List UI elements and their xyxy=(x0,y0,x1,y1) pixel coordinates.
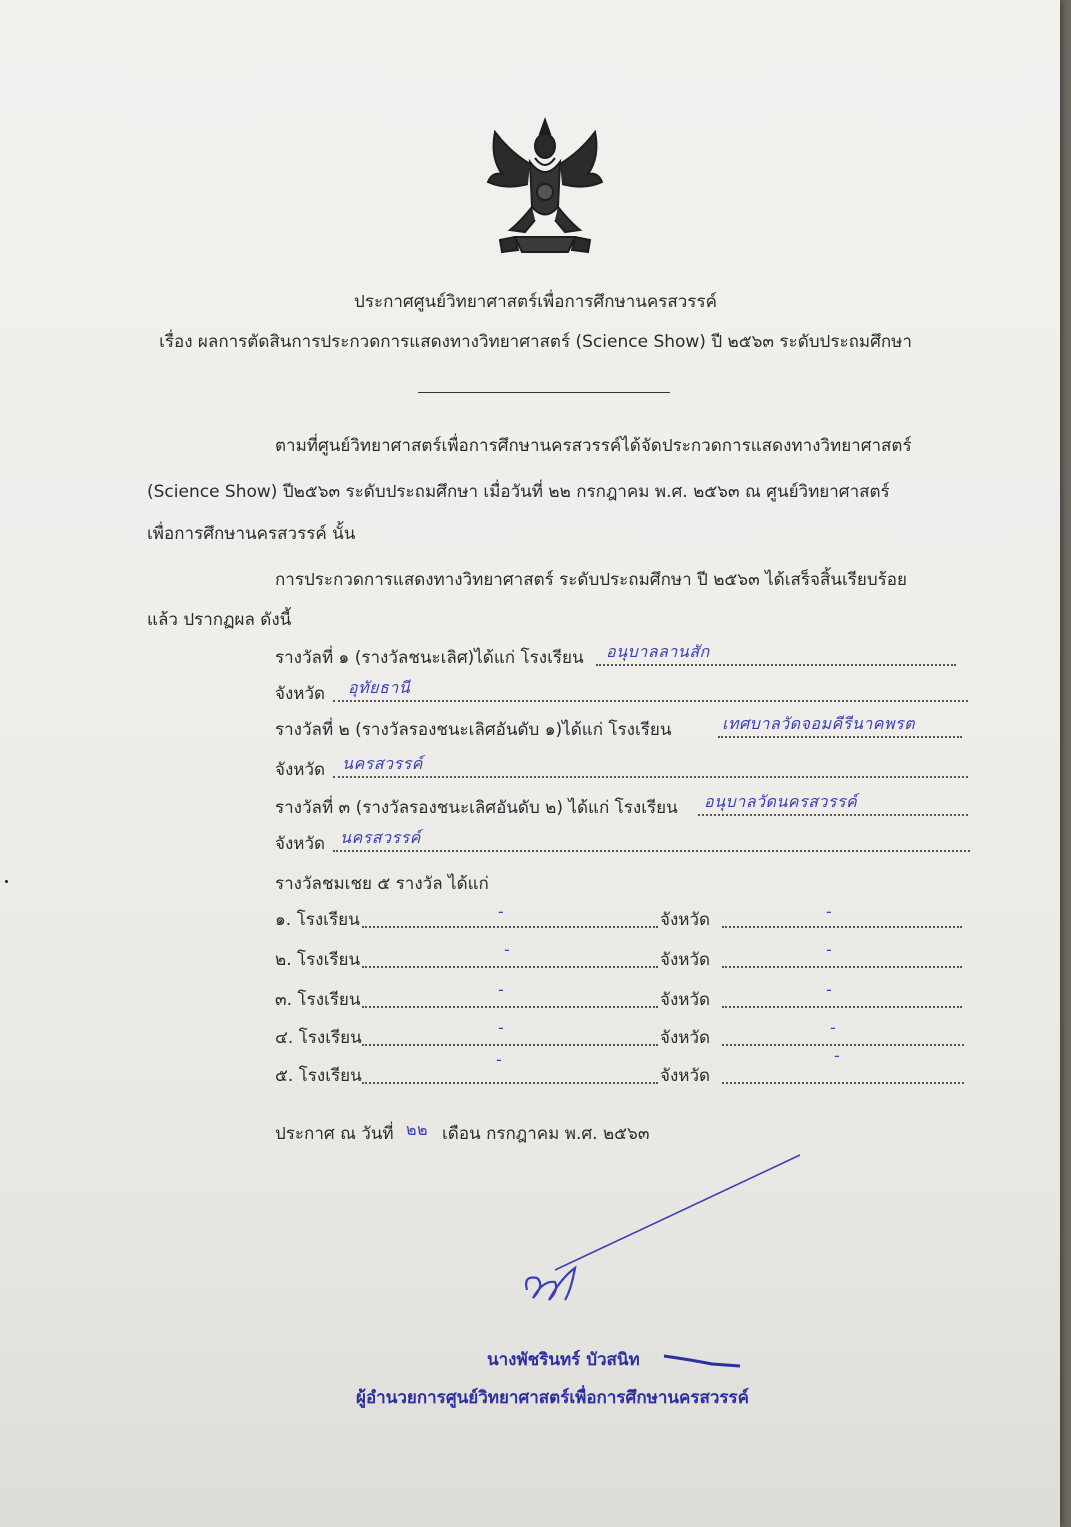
third-province-dotted-line xyxy=(333,850,970,852)
honorable-row-4-label: ๔. โรงเรียน xyxy=(275,1028,362,1048)
paragraph-1-line-2: (Science Show) ปี๒๕๖๓ ระดับประถมศึกษา เมื่อวันที่ ๒๒ กรกฎาคม พ.ศ. ๒๕๖๓ ณ ศูนย์วิทยาศาสตร์ xyxy=(147,482,890,502)
honorable-row-5-school-mark: - xyxy=(496,1050,502,1069)
paragraph-2-line-2: แล้ว ปรากฏผล ดังนี้ xyxy=(147,610,292,630)
second-school-handwritten: เทศบาลวัดจอมคีรีนาคพรต xyxy=(722,714,915,733)
honorable-row-5-province-line xyxy=(722,1082,964,1084)
third-province-handwritten: นครสวรรค์ xyxy=(340,828,421,847)
honorable-row-2-school-mark: - xyxy=(504,940,510,959)
first-province-label: จังหวัด xyxy=(275,684,326,704)
honorable-row-1-province-label: จังหวัด xyxy=(660,910,711,930)
honorable-row-3-province-label: จังหวัด xyxy=(660,990,711,1010)
honorable-row-4-school-mark: - xyxy=(498,1018,504,1037)
announcement-subject: เรื่อง ผลการตัดสินการประกวดการแสดงทางวิทยาศาสตร์ (Science Show) ปี ๒๕๖๓ ระดับประถมศึกษา xyxy=(159,332,912,352)
second-award-label: รางวัลที่ ๒ (รางวัลรองชนะเลิศอันดับ ๑)ได้แก่ โรงเรียน xyxy=(275,720,672,740)
signer-name: นางพัชรินทร์ บัวสนิท xyxy=(487,1350,640,1370)
third-province-label: จังหวัด xyxy=(275,834,326,854)
second-province-label: จังหวัด xyxy=(275,760,326,780)
honorable-row-3-school-line xyxy=(362,1006,658,1008)
honorable-row-1-province-mark: - xyxy=(826,902,832,921)
honorable-row-5-province-mark: - xyxy=(834,1046,840,1065)
honorable-row-2-province-mark: - xyxy=(826,940,832,959)
second-province-dotted-line xyxy=(333,776,968,778)
third-school-handwritten: อนุบาลวัดนครสวรรค์ xyxy=(704,792,858,811)
header-divider xyxy=(418,392,670,393)
paragraph-1-line-3: เพื่อการศึกษานครสวรรค์ นั้น xyxy=(147,524,356,544)
first-school-handwritten: อนุบาลลานสัก xyxy=(606,642,710,661)
honorable-row-2-label: ๒. โรงเรียน xyxy=(275,950,361,970)
honorable-row-4-province-label: จังหวัด xyxy=(660,1028,711,1048)
paragraph-1-line-1: ตามที่ศูนย์วิทยาศาสตร์เพื่อการศึกษานครสวรรค์ได้จัดประกวดการแสดงทางวิทยาศาสตร์ xyxy=(275,436,912,456)
first-province-dotted-line xyxy=(333,700,968,702)
honorable-row-1-label: ๑. โรงเรียน xyxy=(275,910,360,930)
honorable-row-2-school-line xyxy=(362,966,658,968)
honorable-row-3-province-mark: - xyxy=(826,980,832,999)
first-award-label: รางวัลที่ ๑ (รางวัลชนะเลิศ)ได้แก่ โรงเรียน xyxy=(275,648,584,668)
honorable-row-3-province-line xyxy=(722,1006,962,1008)
honorable-row-3-school-mark: - xyxy=(498,980,504,999)
announcement-title: ประกาศศูนย์วิทยาศาสตร์เพื่อการศึกษานครสวรรค์ xyxy=(354,292,717,312)
second-province-handwritten: นครสวรรค์ xyxy=(342,754,423,773)
honorable-row-5-province-label: จังหวัด xyxy=(660,1066,711,1086)
honorable-row-1-province-line xyxy=(722,926,962,928)
stray-mark xyxy=(5,880,8,883)
first-province-handwritten: อุทัยธานี xyxy=(348,678,411,697)
honorable-row-5-label: ๕. โรงเรียน xyxy=(275,1066,362,1086)
announce-day-handwritten: ๒๒ xyxy=(406,1120,429,1139)
honorable-row-4-province-mark: - xyxy=(830,1018,836,1037)
announce-date-suffix: เดือน กรกฎาคม พ.ศ. ๒๕๖๓ xyxy=(442,1124,650,1144)
honorable-row-5-school-line xyxy=(362,1082,658,1084)
announce-date-prefix: ประกาศ ณ วันที่ xyxy=(275,1124,394,1144)
honorable-row-4-school-line xyxy=(362,1044,658,1046)
third-award-label: รางวัลที่ ๓ (รางวัลรองชนะเลิศอันดับ ๒) ได้แก่ โรงเรียน xyxy=(275,798,678,818)
signer-title: ผู้อำนวยการศูนย์วิทยาศาสตร์เพื่อการศึกษานครสวรรค์ xyxy=(356,1388,750,1408)
honorable-row-4-province-line xyxy=(722,1044,964,1046)
honorable-row-3-label: ๓. โรงเรียน xyxy=(275,990,361,1010)
honorable-row-2-province-label: จังหวัด xyxy=(660,950,711,970)
honorable-row-1-school-mark: - xyxy=(498,902,504,921)
signature-scribble-icon xyxy=(515,1150,805,1310)
garuda-emblem-icon xyxy=(480,112,610,262)
honorable-heading: รางวัลชมเชย ๕ รางวัล ได้แก่ xyxy=(275,874,489,894)
paragraph-2-line-1: การประกวดการแสดงทางวิทยาศาสตร์ ระดับประถมศึกษา ปี ๒๕๖๓ ได้เสร็จสิ้นเรียบร้อย xyxy=(275,570,907,590)
pen-stroke-icon xyxy=(662,1352,742,1370)
honorable-row-1-school-line xyxy=(362,926,658,928)
honorable-row-2-province-line xyxy=(722,966,962,968)
